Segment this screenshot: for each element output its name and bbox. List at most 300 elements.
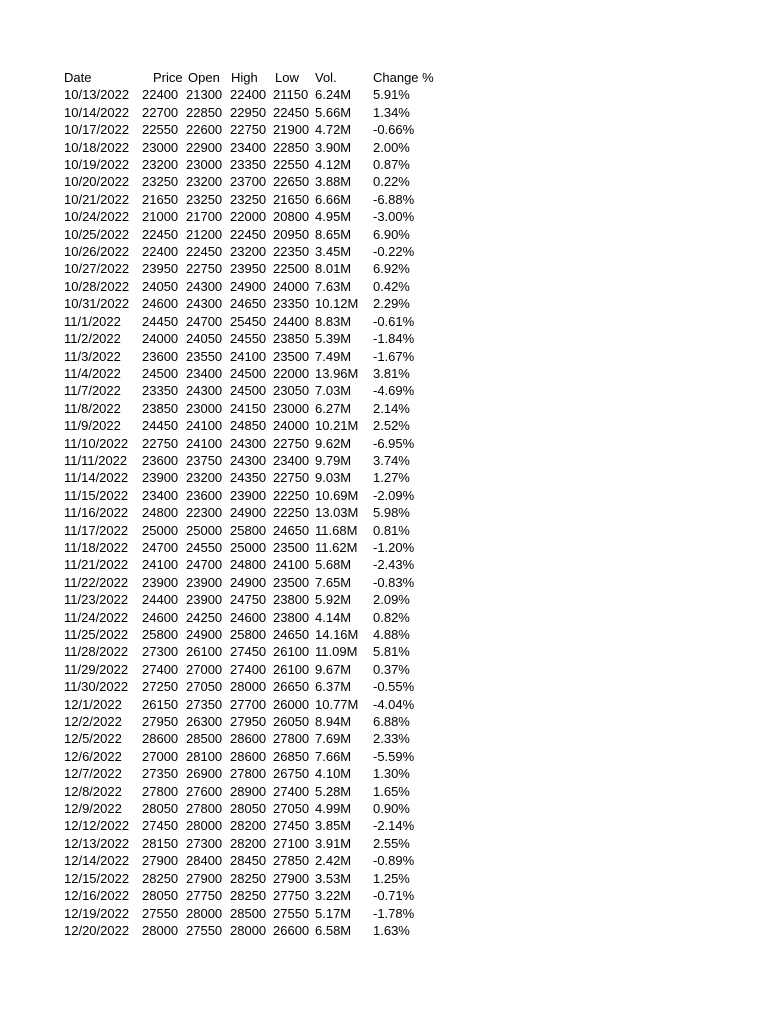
volume-cell: 4.99M	[315, 801, 352, 817]
volume-cell: 5.92M	[315, 592, 352, 608]
price-cell: 24000	[142, 331, 179, 347]
change-cell: 2.33%	[373, 731, 410, 747]
open-cell: 22850	[186, 104, 223, 120]
table-row	[64, 748, 443, 765]
table-row	[64, 295, 443, 312]
table-row	[64, 243, 443, 260]
date-cell: 10/27/2022	[64, 261, 130, 277]
table-row	[64, 522, 443, 539]
header-low: Low	[275, 70, 299, 85]
date-cell: 11/24/2022	[64, 609, 129, 625]
low-cell: 23350	[273, 296, 310, 312]
price-cell: 24050	[142, 278, 179, 294]
price-cell: 22550	[142, 122, 179, 138]
change-cell: -5.59%	[373, 748, 415, 764]
high-cell: 28050	[230, 801, 267, 817]
change-cell: 2.00%	[373, 139, 410, 155]
date-cell: 10/19/2022	[64, 157, 130, 173]
open-cell: 28100	[186, 748, 223, 764]
price-cell: 23400	[142, 487, 179, 503]
volume-cell: 7.49M	[315, 348, 352, 364]
table-row	[64, 765, 443, 782]
volume-cell: 3.45M	[315, 244, 352, 260]
volume-cell: 7.66M	[315, 748, 352, 764]
change-cell: -0.83%	[373, 574, 415, 590]
header-row	[64, 69, 443, 86]
date-cell: 11/17/2022	[64, 522, 129, 538]
volume-cell: 10.12M	[315, 296, 359, 312]
change-cell: 6.90%	[373, 226, 410, 242]
change-cell: -0.22%	[373, 244, 415, 260]
change-cell: 1.63%	[373, 922, 410, 938]
date-cell: 12/14/2022	[64, 853, 130, 869]
open-cell: 24700	[186, 557, 223, 573]
volume-cell: 6.37M	[315, 679, 352, 695]
open-cell: 24300	[186, 383, 223, 399]
volume-cell: 6.66M	[315, 191, 352, 207]
low-cell: 24650	[273, 522, 310, 538]
low-cell: 20800	[273, 209, 310, 225]
high-cell: 24300	[230, 435, 267, 451]
open-cell: 21300	[186, 87, 223, 103]
change-cell: -2.09%	[373, 487, 415, 503]
open-cell: 24100	[186, 418, 223, 434]
date-cell: 12/5/2022	[64, 731, 122, 747]
open-cell: 23000	[186, 400, 223, 416]
open-cell: 23550	[186, 348, 223, 364]
table-row	[64, 661, 443, 678]
open-cell: 23200	[186, 174, 223, 190]
table-row	[64, 556, 443, 573]
volume-cell: 10.69M	[315, 487, 359, 503]
date-cell: 11/22/2022	[64, 574, 129, 590]
high-cell: 24150	[230, 400, 267, 416]
price-cell: 24600	[142, 296, 179, 312]
low-cell: 23850	[273, 331, 310, 347]
change-cell: -6.95%	[373, 435, 415, 451]
date-cell: 11/16/2022	[64, 505, 129, 521]
high-cell: 25450	[230, 313, 267, 329]
price-cell: 27800	[142, 783, 179, 799]
open-cell: 25000	[186, 522, 223, 538]
date-cell: 12/6/2022	[64, 748, 122, 764]
date-cell: 12/2/2022	[64, 714, 122, 730]
change-cell: -1.84%	[373, 331, 415, 347]
table-row	[64, 504, 443, 521]
low-cell: 23800	[273, 609, 310, 625]
change-cell: 5.91%	[373, 87, 410, 103]
price-cell: 22450	[142, 226, 179, 242]
high-cell: 24750	[230, 592, 267, 608]
table-row	[64, 835, 443, 852]
open-cell: 24250	[186, 609, 223, 625]
price-cell: 27000	[142, 748, 179, 764]
date-cell: 11/9/2022	[64, 418, 121, 434]
high-cell: 27450	[230, 644, 267, 660]
low-cell: 24000	[273, 278, 310, 294]
open-cell: 24700	[186, 313, 223, 329]
price-cell: 28000	[142, 922, 179, 938]
change-cell: 0.87%	[373, 157, 410, 173]
change-cell: 3.81%	[373, 365, 410, 381]
low-cell: 22250	[273, 487, 310, 503]
price-cell: 23350	[142, 383, 179, 399]
volume-cell: 5.68M	[315, 557, 352, 573]
high-cell: 28900	[230, 783, 267, 799]
low-cell: 21150	[273, 87, 309, 103]
high-cell: 24600	[230, 609, 267, 625]
change-cell: 1.27%	[373, 470, 410, 486]
table-row	[64, 643, 443, 660]
price-cell: 25800	[142, 627, 179, 642]
high-cell: 28200	[230, 818, 267, 834]
table-row	[64, 678, 443, 695]
volume-cell: 5.66M	[315, 104, 352, 120]
price-cell: 28600	[142, 731, 179, 747]
high-cell: 22400	[230, 87, 267, 103]
low-cell: 24400	[273, 313, 310, 329]
open-cell: 24300	[186, 278, 223, 294]
volume-cell: 4.10M	[315, 766, 352, 782]
volume-cell: 4.95M	[315, 209, 352, 225]
header-price: Price	[153, 70, 183, 85]
date-cell: 11/15/2022	[64, 487, 129, 503]
high-cell: 23350	[230, 157, 267, 173]
date-cell: 11/3/2022	[64, 348, 121, 364]
low-cell: 21650	[273, 191, 310, 207]
change-cell: 0.81%	[373, 522, 410, 538]
price-cell: 27250	[142, 679, 179, 695]
change-cell: 0.42%	[373, 278, 410, 294]
date-cell: 12/16/2022	[64, 888, 130, 904]
table-row	[64, 609, 443, 626]
table-row	[64, 104, 443, 121]
open-cell: 23750	[186, 452, 223, 468]
change-cell: -2.43%	[373, 557, 415, 573]
table-row	[64, 330, 443, 347]
table-row	[64, 817, 443, 834]
change-cell: 2.52%	[373, 418, 410, 434]
change-cell: 0.90%	[373, 801, 410, 817]
price-cell: 23000	[142, 139, 179, 155]
date-cell: 10/20/2022	[64, 174, 130, 190]
low-cell: 27400	[273, 783, 310, 799]
price-cell: 22750	[142, 435, 179, 451]
date-cell: 12/7/2022	[64, 766, 122, 782]
low-cell: 27550	[273, 905, 310, 921]
high-cell: 27950	[230, 714, 267, 730]
open-cell: 24300	[186, 296, 223, 312]
table-row	[64, 278, 443, 295]
volume-cell: 5.39M	[315, 331, 352, 347]
change-cell: -0.89%	[373, 853, 415, 869]
high-cell: 22000	[230, 209, 267, 225]
change-cell: -0.66%	[373, 122, 415, 138]
high-cell: 24100	[230, 348, 267, 364]
date-cell: 10/14/2022	[64, 104, 130, 120]
high-cell: 24900	[230, 505, 267, 521]
table-row	[64, 226, 443, 243]
date-cell: 11/23/2022	[64, 592, 129, 608]
change-cell: 2.14%	[373, 400, 410, 416]
table-row	[64, 730, 443, 747]
low-cell: 27850	[273, 853, 310, 869]
open-cell: 23900	[186, 592, 223, 608]
low-cell: 24000	[273, 418, 310, 434]
date-cell: 10/18/2022	[64, 139, 130, 155]
table-row	[64, 783, 443, 800]
volume-cell: 9.67M	[315, 661, 352, 677]
change-cell: -6.88%	[373, 191, 415, 207]
date-cell: 10/17/2022	[64, 122, 130, 138]
table-row	[64, 870, 443, 887]
high-cell: 23700	[230, 174, 267, 190]
open-cell: 22300	[186, 505, 223, 521]
open-cell: 26300	[186, 714, 223, 730]
high-cell: 24550	[230, 331, 267, 347]
change-cell: 1.25%	[373, 870, 410, 886]
date-cell: 12/9/2022	[64, 801, 122, 817]
high-cell: 23900	[230, 487, 267, 503]
open-cell: 28400	[186, 853, 223, 869]
date-cell: 12/15/2022	[64, 870, 130, 886]
high-cell: 22750	[230, 122, 267, 138]
volume-cell: 14.16M	[315, 627, 359, 642]
volume-cell: 3.88M	[315, 174, 352, 190]
volume-cell: 5.28M	[315, 783, 352, 799]
price-cell: 22700	[142, 104, 179, 120]
table-row	[64, 348, 443, 365]
change-cell: -3.00%	[373, 209, 415, 225]
table-row	[64, 191, 443, 208]
table-row	[64, 852, 443, 869]
price-cell: 23900	[142, 574, 179, 590]
price-cell: 21000	[142, 209, 179, 225]
date-cell: 12/1/2022	[64, 696, 122, 712]
open-cell: 26100	[186, 644, 223, 660]
table-row	[64, 539, 443, 556]
date-cell: 11/1/2022	[64, 313, 121, 329]
change-cell: 4.88%	[373, 627, 410, 642]
table-row	[64, 452, 443, 469]
open-cell: 28000	[186, 905, 223, 921]
open-cell: 24900	[186, 627, 223, 642]
table-row	[64, 696, 443, 713]
open-cell: 23400	[186, 365, 223, 381]
table-row	[64, 313, 443, 330]
price-cell: 24800	[142, 505, 179, 521]
date-cell: 11/25/2022	[64, 627, 129, 642]
change-cell: -1.67%	[373, 348, 415, 364]
open-cell: 23900	[186, 574, 223, 590]
change-cell: 1.30%	[373, 766, 410, 782]
volume-cell: 2.42M	[315, 853, 352, 869]
price-cell: 23250	[142, 174, 179, 190]
open-cell: 27550	[186, 922, 223, 938]
table-row	[64, 86, 443, 103]
volume-cell: 13.03M	[315, 505, 359, 521]
date-cell: 11/21/2022	[64, 557, 129, 573]
change-cell: -1.78%	[373, 905, 415, 921]
price-cell: 24600	[142, 609, 179, 625]
date-cell: 12/19/2022	[64, 905, 130, 921]
low-cell: 22750	[273, 435, 310, 451]
volume-cell: 8.01M	[315, 261, 352, 277]
low-cell: 22500	[273, 261, 310, 277]
date-cell: 10/24/2022	[64, 209, 130, 225]
change-cell: -2.14%	[373, 818, 415, 834]
low-cell: 26600	[273, 922, 310, 938]
date-cell: 12/13/2022	[64, 835, 130, 851]
date-cell: 11/28/2022	[64, 644, 129, 660]
table-row	[64, 905, 443, 922]
volume-cell: 4.14M	[315, 609, 352, 625]
high-cell: 24850	[230, 418, 267, 434]
low-cell: 27750	[273, 888, 310, 904]
high-cell: 28000	[230, 922, 267, 938]
table-row	[64, 382, 443, 399]
open-cell: 22600	[186, 122, 223, 138]
price-cell: 24100	[142, 557, 179, 573]
change-cell: -0.71%	[373, 888, 415, 904]
volume-cell: 3.91M	[315, 835, 352, 851]
change-cell: 2.29%	[373, 296, 410, 312]
volume-cell: 7.69M	[315, 731, 352, 747]
date-cell: 10/25/2022	[64, 226, 130, 242]
date-cell: 10/28/2022	[64, 278, 130, 294]
change-cell: 0.37%	[373, 661, 410, 677]
table-row	[64, 121, 443, 138]
change-cell: 5.81%	[373, 644, 410, 660]
volume-cell: 10.77M	[315, 696, 359, 712]
price-cell: 27900	[142, 853, 179, 869]
open-cell: 27050	[186, 679, 223, 695]
table-row	[64, 591, 443, 608]
date-cell: 11/8/2022	[64, 400, 121, 416]
price-history-sheet	[64, 69, 443, 939]
date-cell: 11/7/2022	[64, 383, 121, 399]
price-cell: 27450	[142, 818, 179, 834]
high-cell: 23250	[230, 191, 267, 207]
volume-cell: 9.03M	[315, 470, 352, 486]
high-cell: 25800	[230, 627, 267, 642]
price-cell: 27550	[142, 905, 179, 921]
price-cell: 23950	[142, 261, 179, 277]
volume-cell: 3.22M	[315, 888, 352, 904]
open-cell: 21700	[186, 209, 223, 225]
high-cell: 28000	[230, 679, 267, 695]
change-cell: 1.65%	[373, 783, 410, 799]
header-vol: Vol.	[315, 70, 337, 85]
high-cell: 22950	[230, 104, 267, 120]
price-history-table	[64, 69, 443, 939]
open-cell: 24100	[186, 435, 223, 451]
high-cell: 28200	[230, 835, 267, 851]
price-cell: 23900	[142, 470, 179, 486]
price-cell: 24450	[142, 418, 179, 434]
price-cell: 21650	[142, 191, 179, 207]
low-cell: 23500	[273, 539, 310, 555]
price-cell: 27350	[142, 766, 179, 782]
high-cell: 24500	[230, 365, 267, 381]
high-cell: 27700	[230, 696, 267, 712]
price-cell: 27300	[142, 644, 179, 660]
date-cell: 11/4/2022	[64, 365, 121, 381]
low-cell: 26100	[273, 661, 310, 677]
open-cell: 22900	[186, 139, 223, 155]
table-row	[64, 417, 443, 434]
open-cell: 28000	[186, 818, 223, 834]
volume-cell: 6.58M	[315, 922, 352, 938]
low-cell: 22650	[273, 174, 310, 190]
change-cell: 5.98%	[373, 505, 410, 521]
price-cell: 26150	[142, 696, 179, 712]
price-cell: 25000	[142, 522, 179, 538]
high-cell: 23950	[230, 261, 267, 277]
low-cell: 23000	[273, 400, 310, 416]
low-cell: 26050	[273, 714, 310, 730]
volume-cell: 6.24M	[315, 87, 352, 103]
low-cell: 20950	[273, 226, 310, 242]
low-cell: 22000	[273, 365, 310, 381]
table-row	[64, 173, 443, 190]
high-cell: 23400	[230, 139, 267, 155]
volume-cell: 3.85M	[315, 818, 352, 834]
price-cell: 28150	[142, 835, 179, 851]
volume-cell: 9.79M	[315, 452, 352, 468]
date-cell: 11/14/2022	[64, 470, 129, 486]
open-cell: 26900	[186, 766, 223, 782]
price-cell: 22400	[142, 244, 179, 260]
date-cell: 12/12/2022	[64, 818, 130, 834]
high-cell: 24500	[230, 383, 267, 399]
low-cell: 26650	[273, 679, 310, 695]
date-cell: 11/11/2022	[64, 452, 128, 468]
table-row	[64, 365, 443, 382]
low-cell: 24100	[273, 557, 310, 573]
low-cell: 27450	[273, 818, 310, 834]
open-cell: 27300	[186, 835, 223, 851]
table-row	[64, 469, 443, 486]
low-cell: 21900	[273, 122, 310, 138]
high-cell: 28500	[230, 905, 267, 921]
volume-cell: 11.68M	[315, 522, 358, 538]
date-cell: 10/31/2022	[64, 296, 130, 312]
table-row	[64, 713, 443, 730]
low-cell: 22750	[273, 470, 310, 486]
price-cell: 24400	[142, 592, 179, 608]
volume-cell: 11.09M	[315, 644, 358, 660]
open-cell: 27750	[186, 888, 223, 904]
date-cell: 10/13/2022	[64, 87, 130, 103]
open-cell: 23000	[186, 157, 223, 173]
price-cell: 24500	[142, 365, 179, 381]
volume-cell: 3.53M	[315, 870, 352, 886]
change-cell: -0.61%	[373, 313, 415, 329]
high-cell: 28600	[230, 731, 267, 747]
table-row	[64, 208, 443, 225]
table-row	[64, 400, 443, 417]
low-cell: 22850	[273, 139, 310, 155]
table-row	[64, 156, 443, 173]
low-cell: 23050	[273, 383, 310, 399]
price-cell: 24700	[142, 539, 179, 555]
table-row	[64, 922, 443, 939]
price-cell: 27950	[142, 714, 179, 730]
high-cell: 22450	[230, 226, 267, 242]
change-cell: 0.22%	[373, 174, 410, 190]
price-cell: 28050	[142, 801, 179, 817]
